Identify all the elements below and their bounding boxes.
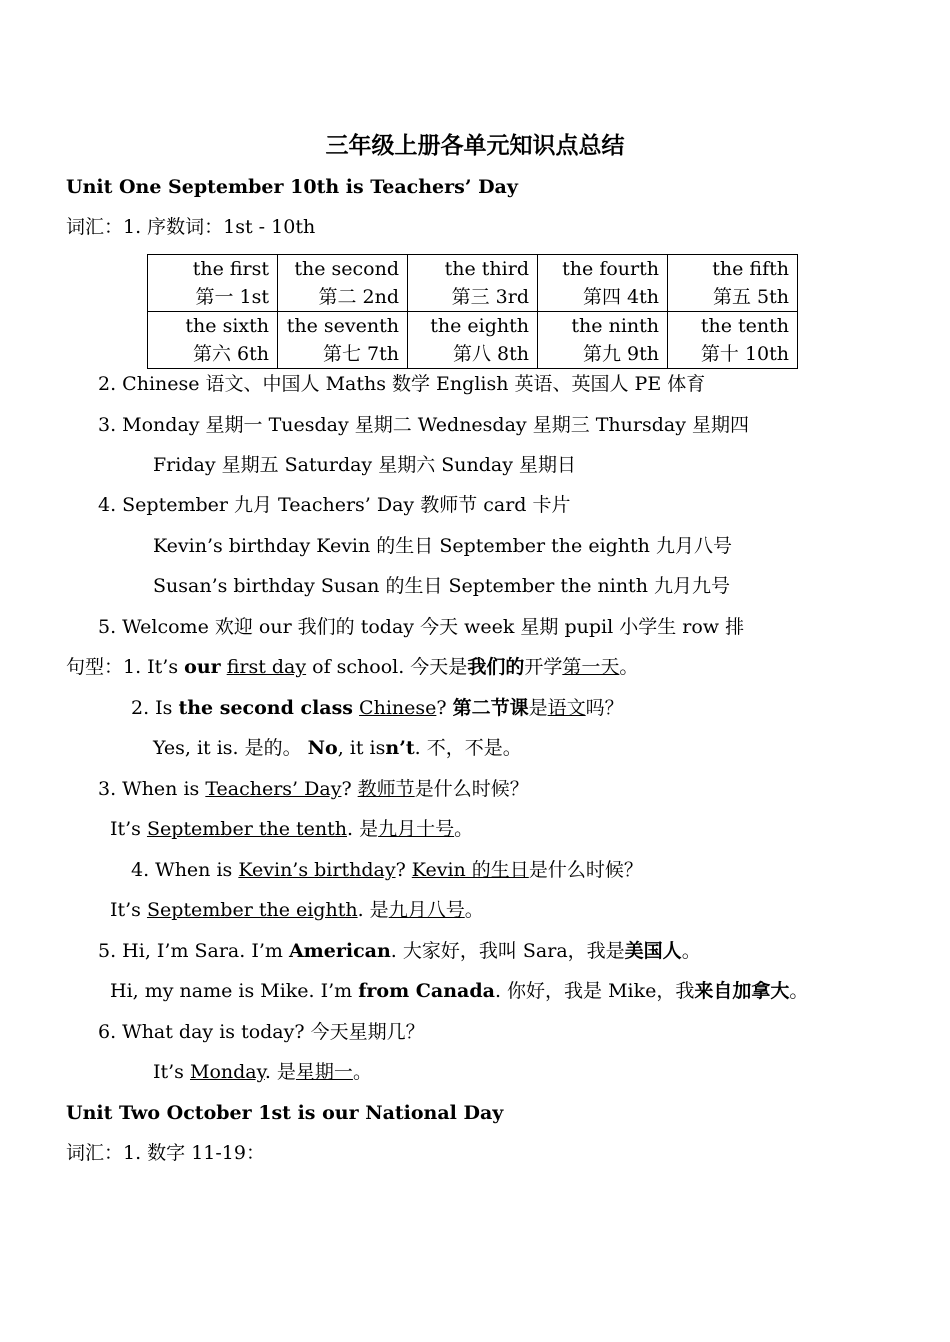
text-segment: 是什么时候？ [414, 778, 529, 800]
ordinal-zh: 第九 9th [582, 343, 659, 365]
ordinal-en: the sixth [185, 315, 269, 337]
vocab-subjects: 2. Chinese 语文、中国人 Maths 数学 English 英语、英国人 PE 体育 [98, 373, 706, 395]
underlined-text: September the eighth [146, 899, 358, 921]
text-segment: 吗？ [585, 697, 624, 719]
bold-text: our [184, 656, 221, 678]
ordinal-zh: 第五 5th [712, 286, 789, 308]
table-cell [668, 255, 798, 312]
ordinal-en: the first [192, 258, 269, 280]
unit-two-heading: Unit Two October 1st is our National Day [66, 1102, 504, 1124]
underlined-text: Kevin’s birthday [238, 859, 396, 881]
ordinal-zh: 第十 10th [700, 343, 789, 365]
table-row [148, 255, 798, 312]
sentence-3 [98, 776, 529, 802]
text-segment: ? [436, 697, 453, 719]
text-segment: 。 [464, 899, 484, 921]
ordinal-en: the fifth [712, 258, 789, 280]
sentence-4 [131, 857, 643, 883]
text-segment: ? [341, 778, 358, 800]
bold-text: n’t [385, 737, 415, 759]
ordinal-zh: 第四 4th [582, 286, 659, 308]
table-cell [668, 312, 798, 369]
ordinals-table [147, 254, 798, 369]
underlined-text: 星期一 [295, 1061, 353, 1083]
underlined-text: September the tenth [146, 818, 347, 840]
text-segment: 是什么时候？ [528, 859, 643, 881]
bold-text: 第二节课 [452, 697, 529, 719]
bold-text: the second class [178, 697, 353, 719]
underlined-text: Monday [189, 1061, 265, 1083]
ordinal-zh: 第六 6th [192, 343, 269, 365]
sentence-5 [98, 938, 701, 964]
sentence-3-answer [110, 816, 473, 842]
sentence-6-answer [153, 1059, 372, 1085]
underlined-text: Teachers’ Day [205, 778, 342, 800]
table-row [148, 312, 798, 369]
sentence-2 [131, 695, 624, 721]
bold-text: 来自加拿大 [694, 980, 790, 1002]
text-segment: 。 [681, 940, 701, 962]
text-segment: 句型：1. It’s [66, 656, 185, 678]
vocab-september: 4. September 九月 Teachers’ Day 教师节 card 卡片 [98, 494, 571, 516]
sentence-4-answer [110, 897, 484, 923]
unit-one-heading: Unit One September 10th is Teachers’ Day [66, 176, 518, 198]
vocab-weekdays-1: 3. Monday 星期一 Tuesday 星期二 Wednesday 星期三 Thursday 星期四 [98, 414, 749, 436]
ordinal-zh: 第二 2nd [318, 286, 399, 308]
text-segment: . 是 [346, 818, 379, 840]
text-segment: 开学 [524, 656, 563, 678]
text-segment: . 你好，我是 Mike，我 [494, 980, 695, 1002]
text-segment: 。 [789, 980, 809, 1002]
text-segment: , it is [337, 737, 386, 759]
bold-text: American [288, 940, 391, 962]
underlined-text: 第一天 [562, 656, 620, 678]
table-cell [538, 312, 668, 369]
text-segment: 是 [528, 697, 548, 719]
text-segment: ? [395, 859, 412, 881]
text-segment: Yes, it is. 是的。 [153, 737, 308, 759]
table-cell [278, 255, 408, 312]
underlined-text: 教师节 [357, 778, 415, 800]
table-cell [278, 312, 408, 369]
vocab-misc: 5. Welcome 欢迎 our 我们的 today 今天 week 星期 pupil 小学生 row 排 [98, 616, 745, 638]
vocab-susan-birthday: Susan’s birthday Susan 的生日 September the ninth 九月九号 [153, 575, 730, 597]
ordinal-en: the second [294, 258, 399, 280]
vocab-weekdays-2: Friday 星期五 Saturday 星期六 Sunday 星期日 [153, 454, 577, 476]
ordinal-en: the tenth [700, 315, 789, 337]
ordinal-en: the seventh [286, 315, 399, 337]
text-segment: of school. 今天是 [306, 656, 468, 678]
underlined-text: 九月十号 [378, 818, 455, 840]
ordinal-zh: 第一 1st [195, 286, 269, 308]
table-cell [408, 312, 538, 369]
text-segment: . 不，不是。 [414, 737, 522, 759]
ordinal-en: the ninth [571, 315, 659, 337]
text-segment: 。 [454, 818, 474, 840]
bold-text: 美国人 [624, 940, 682, 962]
table-cell [148, 312, 278, 369]
bold-text: 我们的 [467, 656, 525, 678]
ordinal-zh: 第七 7th [322, 343, 399, 365]
text-segment: It’s [153, 1061, 190, 1083]
text-segment: It’s [110, 818, 147, 840]
sentence-6: 6. What day is today? 今天星期几？ [98, 1021, 425, 1043]
ordinal-en: the fourth [562, 258, 659, 280]
text-segment: 5. Hi, I’m Sara. I’m [98, 940, 289, 962]
text-segment: 。 [619, 656, 639, 678]
text-segment: Hi, my name is Mike. I’m [110, 980, 359, 1002]
text-segment: It’s [110, 899, 147, 921]
table-cell [538, 255, 668, 312]
text-segment: 4. When is [131, 859, 239, 881]
vocab-kevin-birthday: Kevin’s birthday Kevin 的生日 September the eighth 九月八号 [153, 535, 732, 557]
ordinal-zh: 第三 3rd [451, 286, 529, 308]
ordinal-en: the eighth [430, 315, 529, 337]
underlined-text: Kevin 的生日 [411, 859, 529, 881]
text-segment: 。 [352, 1061, 372, 1083]
bold-text: No [307, 737, 338, 759]
text-segment: . 是 [264, 1061, 296, 1083]
sentence-1 [66, 654, 638, 680]
text-segment: . 大家好，我叫 Sara，我是 [390, 940, 625, 962]
page-title: 三年级上册各单元知识点总结 [325, 132, 625, 159]
text-segment: 3. When is [98, 778, 206, 800]
unit-two-vocab-intro: 词汇：1. 数字 11-19： [66, 1142, 265, 1164]
text-segment: 2. Is [131, 697, 179, 719]
text-segment: . 是 [357, 899, 389, 921]
underlined-text: Chinese [359, 697, 437, 719]
underlined-text: 语文 [547, 697, 586, 719]
table-cell [408, 255, 538, 312]
sentence-5-mike [110, 978, 808, 1004]
underlined-text: 九月八号 [388, 899, 465, 921]
table-cell [148, 255, 278, 312]
unit-one-vocab-intro: 词汇：1. 序数词：1st - 10th [66, 216, 316, 238]
underlined-text: first day [226, 656, 307, 678]
ordinal-en: the third [444, 258, 529, 280]
ordinal-zh: 第八 8th [452, 343, 529, 365]
sentence-2-answer [153, 735, 522, 761]
bold-text: from Canada [358, 980, 495, 1002]
